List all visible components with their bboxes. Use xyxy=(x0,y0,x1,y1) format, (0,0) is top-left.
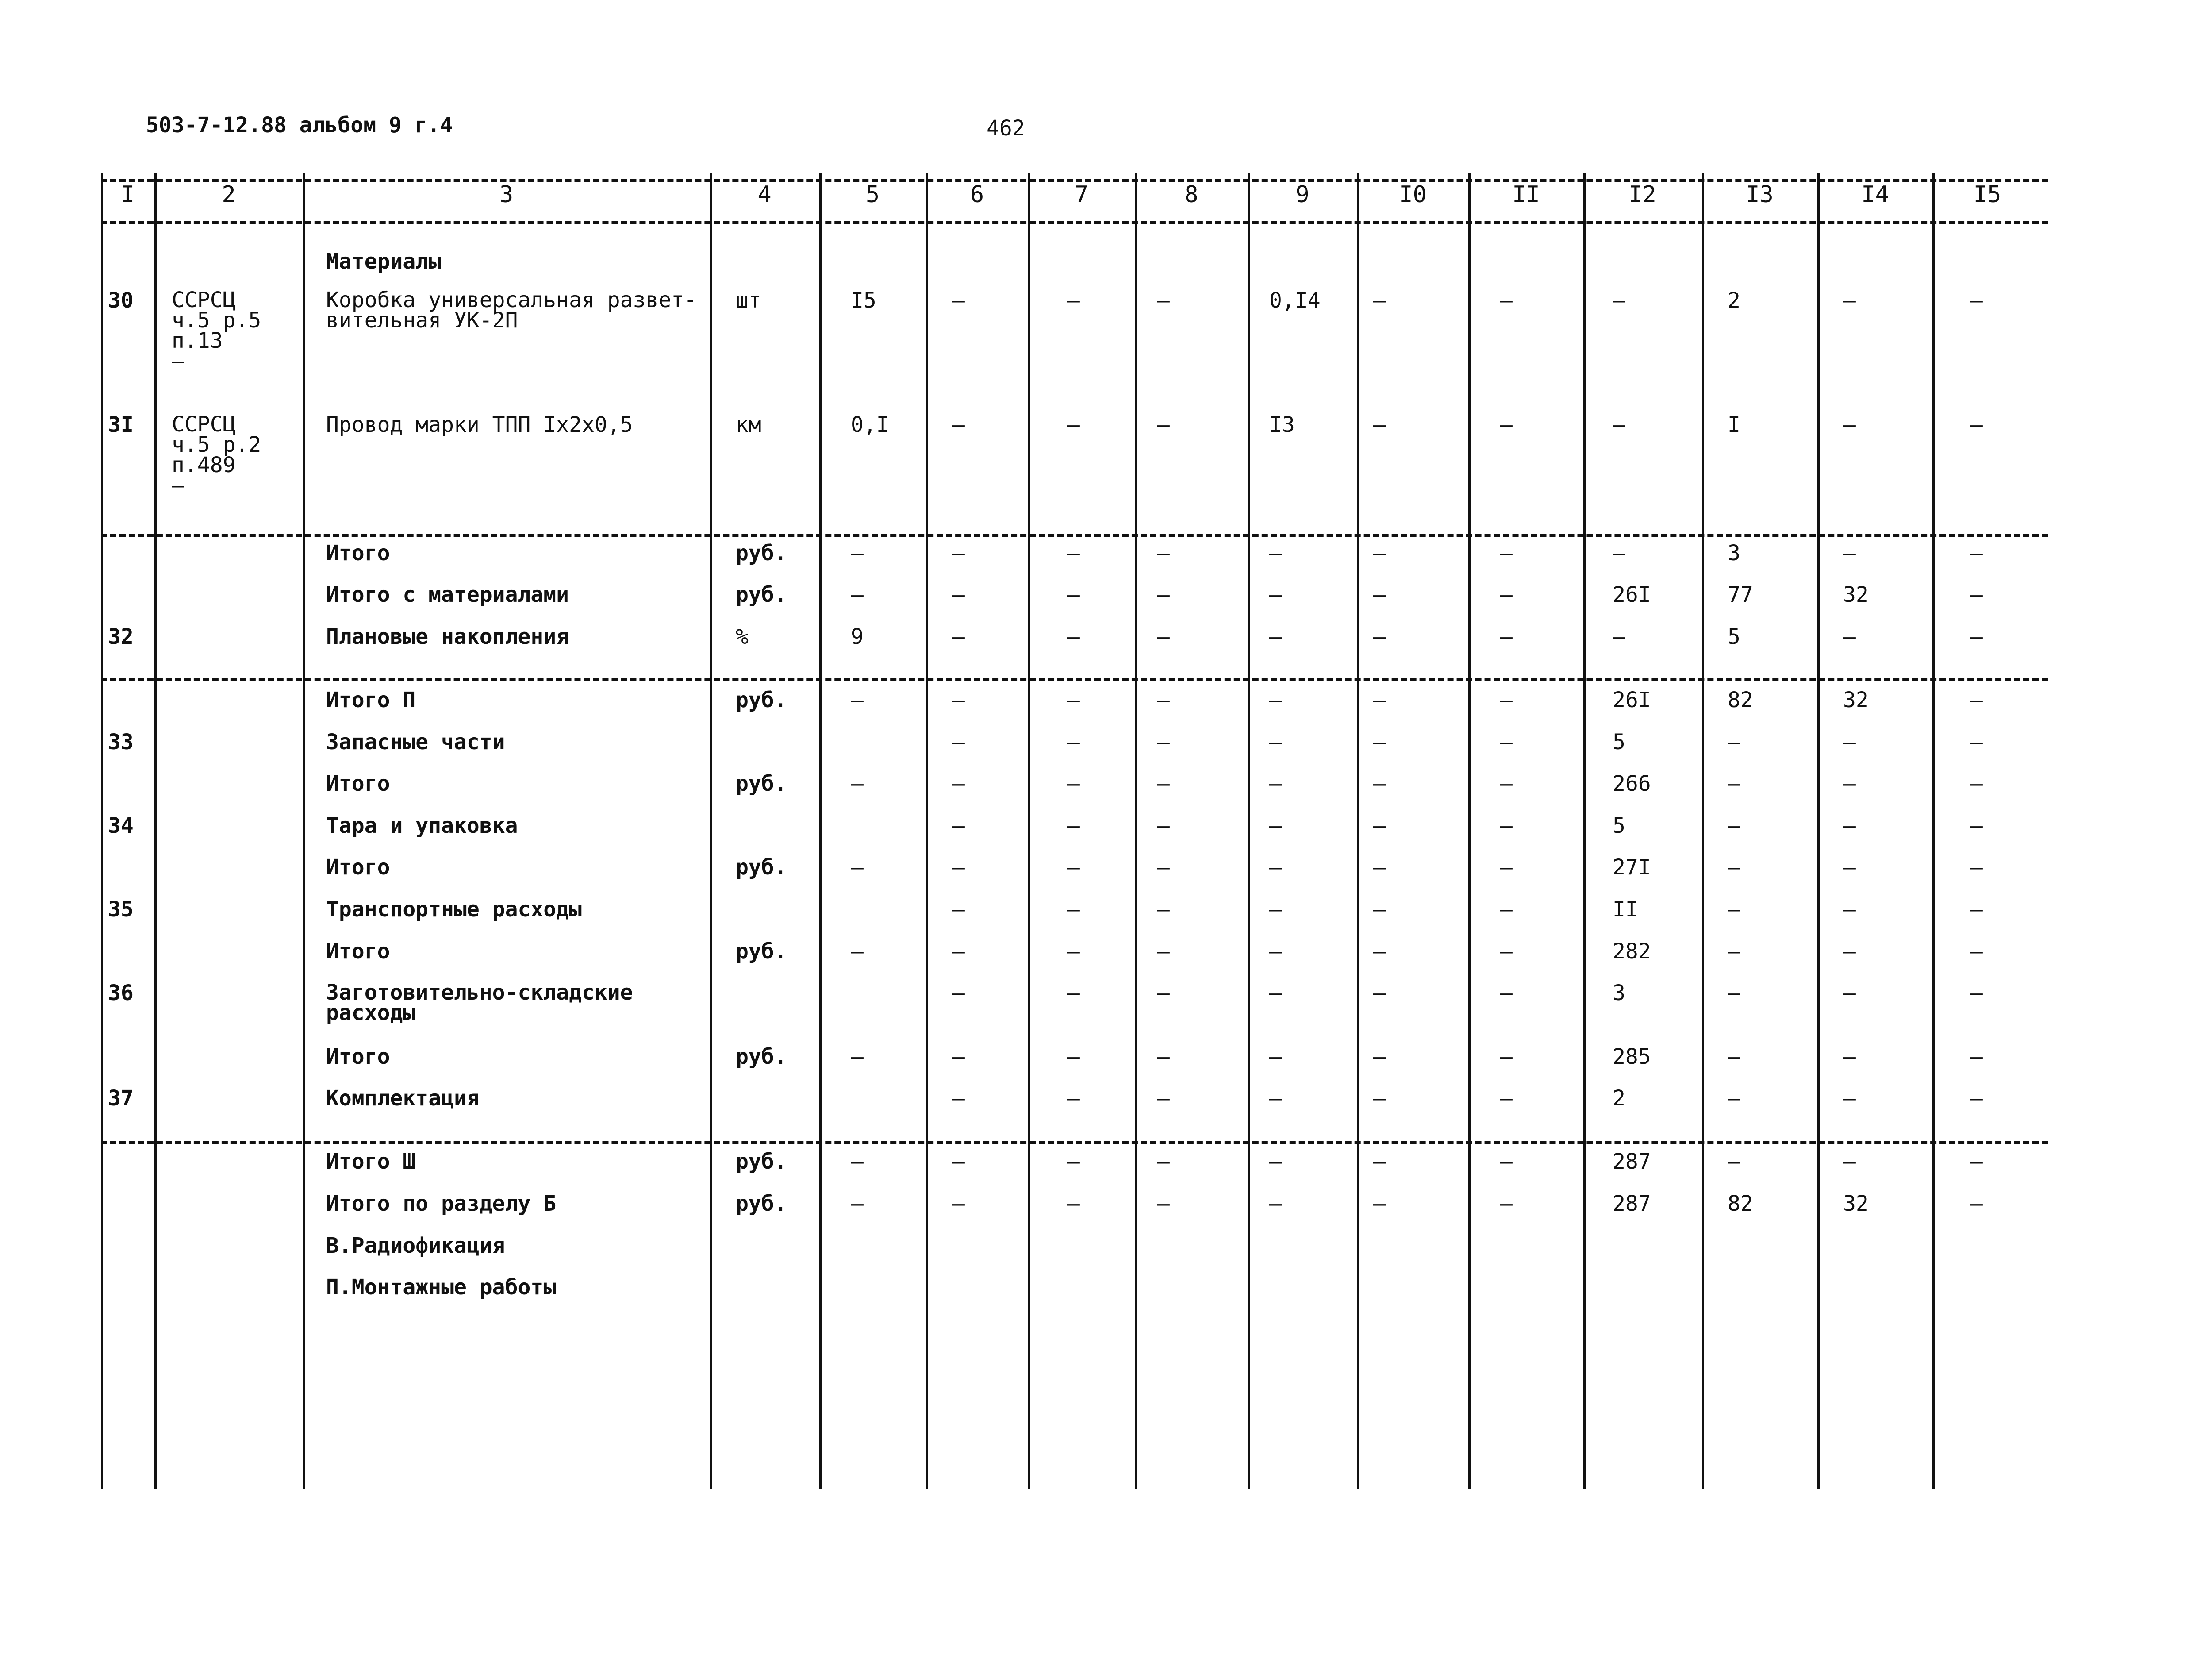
unit: шт xyxy=(736,288,761,313)
col-7-value: – xyxy=(1067,813,1080,838)
item-name: Материалы xyxy=(326,249,442,274)
col-6-value: – xyxy=(952,855,965,880)
col-8-value: – xyxy=(1157,981,1170,1005)
col-11-value: – xyxy=(1500,981,1513,1005)
col-12-value: 27I xyxy=(1613,855,1651,880)
price-reference: ССРСЦ ч.5 р.2 п.489 – xyxy=(172,412,261,498)
col-7-value: – xyxy=(1067,412,1080,437)
col-12-value: 5 xyxy=(1613,813,1625,838)
item-name: Итого xyxy=(326,1044,390,1069)
column-divider xyxy=(1468,173,1471,1489)
col-8-value: – xyxy=(1157,541,1170,566)
col-8-value: – xyxy=(1157,855,1170,880)
col-10-value: – xyxy=(1373,1149,1386,1174)
col-7-value: – xyxy=(1067,730,1080,754)
col-7-value: – xyxy=(1067,1149,1080,1174)
col-14-value: – xyxy=(1843,1086,1856,1111)
unit: руб. xyxy=(736,582,787,607)
item-name: Запасные части xyxy=(326,730,505,754)
col-5-value: – xyxy=(851,939,864,964)
col-13-value: 82 xyxy=(1728,688,1753,712)
column-divider xyxy=(926,173,928,1489)
col-5-value: – xyxy=(851,855,864,880)
col-10-value: – xyxy=(1373,1191,1386,1216)
col-15-value: – xyxy=(1970,939,1983,964)
column-divider xyxy=(1357,173,1359,1489)
col-6-value: – xyxy=(952,412,965,437)
col-13-value: – xyxy=(1728,813,1740,838)
col-11-value: – xyxy=(1500,582,1513,607)
col-6-value: – xyxy=(952,582,965,607)
col-9-value: – xyxy=(1269,541,1282,566)
col-5-value: – xyxy=(851,771,864,796)
item-name: П.Монтажные работы xyxy=(326,1275,557,1300)
col-12-value: – xyxy=(1613,624,1625,649)
col-10-value: – xyxy=(1373,582,1386,607)
price-reference: ССРСЦ ч.5 р.5 п.13 – xyxy=(172,288,261,373)
column-divider xyxy=(1817,173,1820,1489)
col-12-value: 287 xyxy=(1613,1191,1651,1216)
item-name: Итого с материалами xyxy=(326,582,569,607)
row-number: 36 xyxy=(108,981,134,1005)
col-13-value: I xyxy=(1728,412,1740,437)
col-9-value: – xyxy=(1269,771,1282,796)
col-9-value: – xyxy=(1269,1044,1282,1069)
col-10-value: – xyxy=(1373,288,1386,313)
col-7-value: – xyxy=(1067,1191,1080,1216)
unit: руб. xyxy=(736,855,787,880)
col-13-value: – xyxy=(1728,1149,1740,1174)
col-12-value: 26I xyxy=(1613,582,1651,607)
col-8-value: – xyxy=(1157,771,1170,796)
col-14-value: – xyxy=(1843,855,1856,880)
col-14-value: – xyxy=(1843,730,1856,754)
col-8-value: – xyxy=(1157,1086,1170,1111)
col-13-value: – xyxy=(1728,1086,1740,1111)
col-6-value: – xyxy=(952,541,965,566)
column-header: I0 xyxy=(1399,181,1427,208)
col-13-value: 2 xyxy=(1728,288,1740,313)
col-7-value: – xyxy=(1067,582,1080,607)
col-5-value: – xyxy=(851,582,864,607)
col-8-value: – xyxy=(1157,1191,1170,1216)
col-12-value: – xyxy=(1613,288,1625,313)
col-15-value: – xyxy=(1970,897,1983,922)
col-11-value: – xyxy=(1500,624,1513,649)
col-14-value: – xyxy=(1843,813,1856,838)
col-13-value: – xyxy=(1728,855,1740,880)
col-15-value: – xyxy=(1970,813,1983,838)
col-13-value: – xyxy=(1728,939,1740,964)
col-9-value: – xyxy=(1269,688,1282,712)
column-divider xyxy=(710,173,712,1489)
item-name: В.Радиофикация xyxy=(326,1233,505,1258)
col-13-value: – xyxy=(1728,1044,1740,1069)
col-13-value: 82 xyxy=(1728,1191,1753,1216)
col-15-value: – xyxy=(1970,1044,1983,1069)
col-9-value: – xyxy=(1269,981,1282,1005)
col-7-value: – xyxy=(1067,771,1080,796)
col-9-value: I3 xyxy=(1269,412,1295,437)
col-10-value: – xyxy=(1373,813,1386,838)
col-13-value: – xyxy=(1728,730,1740,754)
item-name: Итого xyxy=(326,771,390,796)
col-14-value: – xyxy=(1843,1044,1856,1069)
col-11-value: – xyxy=(1500,939,1513,964)
row-separator xyxy=(101,534,2048,537)
row-number: 35 xyxy=(108,897,134,922)
col-6-value: – xyxy=(952,939,965,964)
col-14-value: – xyxy=(1843,288,1856,313)
col-14-value: – xyxy=(1843,541,1856,566)
col-14-value: 32 xyxy=(1843,688,1869,712)
col-8-value: – xyxy=(1157,813,1170,838)
column-divider xyxy=(303,173,305,1489)
col-10-value: — xyxy=(1373,730,1386,754)
row-separator xyxy=(101,678,2048,681)
col-10-value: – xyxy=(1373,412,1386,437)
col-8-value: – xyxy=(1157,624,1170,649)
row-number: 32 xyxy=(108,624,134,649)
col-15-value: – xyxy=(1970,981,1983,1005)
column-divider xyxy=(1583,173,1586,1489)
row-number: 34 xyxy=(108,813,134,838)
col-8-value: – xyxy=(1157,688,1170,712)
col-13-value: 5 xyxy=(1728,624,1740,649)
col-10-value: – xyxy=(1373,541,1386,566)
col-10-value: – xyxy=(1373,981,1386,1005)
col-12-value: 287 xyxy=(1613,1149,1651,1174)
col-10-value: – xyxy=(1373,855,1386,880)
col-13-value: 77 xyxy=(1728,582,1753,607)
page-number: 462 xyxy=(987,116,1025,141)
col-15-value: – xyxy=(1970,288,1983,313)
row-number: 30 xyxy=(108,288,134,313)
unit: руб. xyxy=(736,1044,787,1069)
document-code: 503-7-12.88 альбом 9 г.4 xyxy=(146,113,453,138)
col-5-value: 9 xyxy=(851,624,864,649)
unit: руб. xyxy=(736,1191,787,1216)
col-12-value: 2 xyxy=(1613,1086,1625,1111)
column-header: I xyxy=(120,181,135,208)
col-7-value: – xyxy=(1067,624,1080,649)
column-header: 9 xyxy=(1295,181,1310,208)
item-name: Провод марки ТПП Ix2x0,5 xyxy=(326,412,633,437)
col-5-value: – xyxy=(851,541,864,566)
col-11-value: – xyxy=(1500,897,1513,922)
unit: руб. xyxy=(736,771,787,796)
col-5-value: 0,I xyxy=(851,412,889,437)
col-7-value: – xyxy=(1067,1044,1080,1069)
col-14-value: – xyxy=(1843,412,1856,437)
col-14-value: – xyxy=(1843,624,1856,649)
col-7-value: – xyxy=(1067,541,1080,566)
col-6-value: – xyxy=(952,981,965,1005)
column-header: 3 xyxy=(499,181,514,208)
col-15-value: – xyxy=(1970,1086,1983,1111)
col-14-value: – xyxy=(1843,1149,1856,1174)
col-8-value: – xyxy=(1157,582,1170,607)
col-7-value: – xyxy=(1067,688,1080,712)
row-number: 33 xyxy=(108,730,134,754)
col-6-value: – xyxy=(952,688,965,712)
unit: % xyxy=(736,624,749,649)
col-8-value: – xyxy=(1157,412,1170,437)
column-divider xyxy=(1028,173,1030,1489)
col-14-value: 32 xyxy=(1843,582,1869,607)
column-divider xyxy=(1932,173,1935,1489)
col-6-value: – xyxy=(952,897,965,922)
column-header: I5 xyxy=(1973,181,2001,208)
col-5-value: – xyxy=(851,688,864,712)
col-14-value: – xyxy=(1843,897,1856,922)
col-14-value: 32 xyxy=(1843,1191,1869,1216)
column-header: 6 xyxy=(970,181,984,208)
col-9-value: – xyxy=(1269,582,1282,607)
column-header: 5 xyxy=(865,181,880,208)
col-9-value: – xyxy=(1269,1086,1282,1111)
column-divider xyxy=(819,173,822,1489)
col-9-value: – xyxy=(1269,624,1282,649)
item-name: Тара и упаковка xyxy=(326,813,518,838)
column-header: 4 xyxy=(757,181,772,208)
col-7-value: – xyxy=(1067,1086,1080,1111)
item-name: Заготовительно-складские расходы xyxy=(326,980,633,1025)
col-15-value: – xyxy=(1970,1149,1983,1174)
col-12-value: 26I xyxy=(1613,688,1651,712)
item-name: Итого xyxy=(326,541,390,566)
col-15-value: – xyxy=(1970,730,1983,754)
col-15-value: – xyxy=(1970,1191,1983,1216)
column-divider xyxy=(1702,173,1704,1489)
col-12-value: – xyxy=(1613,541,1625,566)
item-name: Итого П xyxy=(326,688,416,712)
col-13-value: – xyxy=(1728,897,1740,922)
col-8-value: – xyxy=(1157,939,1170,964)
col-11-value: – xyxy=(1500,1149,1513,1174)
unit: руб. xyxy=(736,939,787,964)
unit: руб. xyxy=(736,541,787,566)
col-11-value: – xyxy=(1500,730,1513,754)
col-5-value: I5 xyxy=(851,288,876,313)
column-header: 8 xyxy=(1184,181,1198,208)
col-14-value: – xyxy=(1843,771,1856,796)
row-separator xyxy=(101,1141,2048,1144)
col-9-value: – xyxy=(1269,813,1282,838)
col-7-value: – xyxy=(1067,897,1080,922)
col-6-value: – xyxy=(952,288,965,313)
col-15-value: – xyxy=(1970,541,1983,566)
col-8-value: – xyxy=(1157,897,1170,922)
col-11-value: – xyxy=(1500,1086,1513,1111)
column-divider xyxy=(1135,173,1137,1489)
col-15-value: – xyxy=(1970,582,1983,607)
column-header: I3 xyxy=(1746,181,1774,208)
item-name: Итого xyxy=(326,939,390,964)
row-separator xyxy=(101,221,2048,224)
col-6-value: – xyxy=(952,1044,965,1069)
col-11-value: – xyxy=(1500,541,1513,566)
col-11-value: – xyxy=(1500,688,1513,712)
col-15-value: – xyxy=(1970,855,1983,880)
col-5-value: – xyxy=(851,1044,864,1069)
col-9-value: 0,I4 xyxy=(1269,288,1321,313)
col-10-value: – xyxy=(1373,897,1386,922)
unit: руб. xyxy=(736,1149,787,1174)
col-11-value: – xyxy=(1500,1191,1513,1216)
col-14-value: – xyxy=(1843,981,1856,1005)
col-15-value: – xyxy=(1970,771,1983,796)
col-12-value: 266 xyxy=(1613,771,1651,796)
col-12-value: – xyxy=(1613,412,1625,437)
col-10-value: – xyxy=(1373,688,1386,712)
col-12-value: 5 xyxy=(1613,730,1625,754)
col-9-value: – xyxy=(1269,1149,1282,1174)
col-12-value: II xyxy=(1613,897,1638,922)
col-6-value: – xyxy=(952,771,965,796)
col-7-value: – xyxy=(1067,981,1080,1005)
column-divider xyxy=(154,173,157,1489)
col-13-value: – xyxy=(1728,771,1740,796)
item-name: Итого xyxy=(326,855,390,880)
col-14-value: – xyxy=(1843,939,1856,964)
column-header: II xyxy=(1512,181,1540,208)
item-name: Плановые накопления xyxy=(326,624,569,649)
col-12-value: 282 xyxy=(1613,939,1651,964)
column-header: 2 xyxy=(222,181,236,208)
unit: руб. xyxy=(736,688,787,712)
item-name: Комплектация xyxy=(326,1086,480,1111)
col-13-value: 3 xyxy=(1728,541,1740,566)
col-7-value: – xyxy=(1067,288,1080,313)
col-10-value: – xyxy=(1373,771,1386,796)
col-6-value: – xyxy=(952,624,965,649)
row-number: 3I xyxy=(108,412,134,437)
column-header: 7 xyxy=(1074,181,1089,208)
col-9-value: – xyxy=(1269,855,1282,880)
col-15-value: – xyxy=(1970,412,1983,437)
col-7-value: – xyxy=(1067,939,1080,964)
row-number: 37 xyxy=(108,1086,134,1111)
item-name: Коробка универсальная развет- вительная УК-2П xyxy=(326,288,697,333)
col-10-value: – xyxy=(1373,1086,1386,1111)
col-9-value: – xyxy=(1269,1191,1282,1216)
item-name: Итого по разделу Б xyxy=(326,1191,557,1216)
col-8-value: – xyxy=(1157,730,1170,754)
column-header: I2 xyxy=(1628,181,1656,208)
col-11-value: – xyxy=(1500,1044,1513,1069)
col-8-value: – xyxy=(1157,288,1170,313)
column-divider xyxy=(101,173,103,1489)
col-11-value: – xyxy=(1500,855,1513,880)
col-7-value: – xyxy=(1067,855,1080,880)
col-10-value: – xyxy=(1373,939,1386,964)
col-6-value: – xyxy=(952,1149,965,1174)
col-9-value: – xyxy=(1269,730,1282,754)
col-10-value: – xyxy=(1373,624,1386,649)
item-name: Итого Ш xyxy=(326,1149,416,1174)
col-13-value: – xyxy=(1728,981,1740,1005)
item-name: Транспортные расходы xyxy=(326,897,582,922)
col-8-value: – xyxy=(1157,1044,1170,1069)
col-6-value: – xyxy=(952,813,965,838)
col-5-value: – xyxy=(851,1191,864,1216)
col-12-value: 3 xyxy=(1613,981,1625,1005)
col-6-value: – xyxy=(952,1086,965,1111)
col-11-value: – xyxy=(1500,813,1513,838)
col-9-value: – xyxy=(1269,897,1282,922)
col-5-value: – xyxy=(851,1149,864,1174)
col-15-value: – xyxy=(1970,624,1983,649)
col-6-value: – xyxy=(952,730,965,754)
col-10-value: – xyxy=(1373,1044,1386,1069)
col-12-value: 285 xyxy=(1613,1044,1651,1069)
col-9-value: – xyxy=(1269,939,1282,964)
column-header: I4 xyxy=(1861,181,1889,208)
unit: км xyxy=(736,412,761,437)
col-6-value: – xyxy=(952,1191,965,1216)
col-11-value: – xyxy=(1500,288,1513,313)
col-11-value: – xyxy=(1500,412,1513,437)
col-8-value: – xyxy=(1157,1149,1170,1174)
col-15-value: – xyxy=(1970,688,1983,712)
col-11-value: – xyxy=(1500,771,1513,796)
column-divider xyxy=(1248,173,1250,1489)
